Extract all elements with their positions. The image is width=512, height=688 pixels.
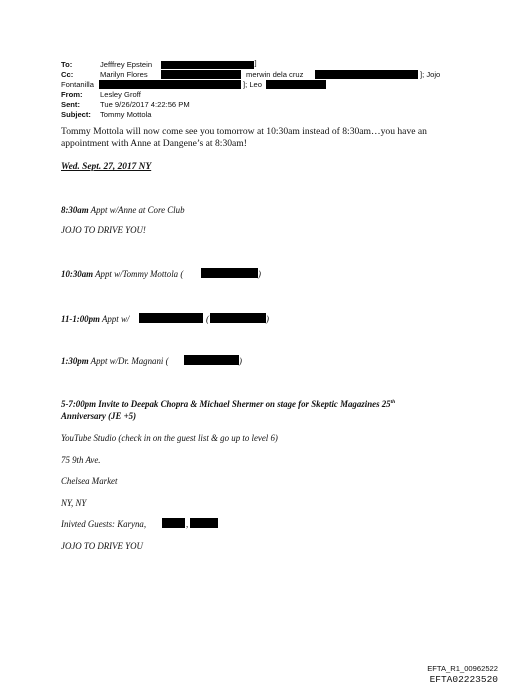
schedule-date: Wed. Sept. 27, 2017 NY (61, 162, 152, 172)
to-bracket: ] (254, 59, 257, 68)
item4-text: Appt w/Dr. Magnani ( (90, 356, 169, 366)
cc-value-1: Marilyn Flores (100, 70, 148, 79)
sent-value: Tue 9/26/2017 4:22:56 PM (100, 100, 190, 109)
item-130 (61, 356, 169, 366)
item5-line2: Anniversary (JE +5) (61, 411, 137, 421)
redaction-block (161, 70, 241, 79)
item5-address: 75 9th Ave. (61, 455, 101, 465)
to-label: To: (61, 60, 73, 69)
redaction-block (162, 518, 185, 528)
item2-text: Appt w/Tommy Mottola ( (95, 269, 184, 279)
item5-guests-comma: , (186, 519, 189, 529)
cc-value-3: ]; Jojo (420, 70, 441, 79)
redaction-block (190, 518, 218, 528)
cc-line2-b: ]; Leo (243, 80, 262, 89)
redaction-block (266, 80, 326, 89)
item5-line1: 5-7:00pm Invite to Deepak Chopra & Michael Shermer on stage for Skeptic Magazines 25 (61, 399, 391, 409)
item5-sup: th (390, 399, 396, 406)
item5-guests: Inivted Guests: Karyna, (61, 519, 147, 529)
item4-close: ) (239, 356, 242, 366)
redaction-block (201, 268, 258, 278)
sent-label: Sent: (61, 100, 80, 109)
redaction-block (315, 70, 418, 79)
redaction-block (161, 61, 254, 69)
item2-time: 10:30am (61, 269, 94, 279)
item5-note: JOJO TO DRIVE YOU (61, 541, 143, 551)
item-1030 (61, 269, 183, 279)
item-11-1 (61, 314, 129, 324)
redaction-block (184, 355, 239, 365)
item3-time: 11-1:00pm (61, 314, 100, 324)
subject-value: Tommy Mottola (100, 110, 152, 119)
cc-label: Cc: (61, 70, 74, 79)
footer-ref-2: EFTA02223520 (429, 674, 498, 685)
item5-venue: YouTube Studio (check in on the guest list & go up to level 6) (61, 433, 278, 443)
item-5-7 (61, 399, 395, 409)
redaction-block (139, 313, 203, 323)
item-830 (61, 205, 185, 215)
from-label: From: (61, 90, 83, 99)
item2-close: ) (258, 269, 261, 279)
footer-ref-1: EFTA_R1_00962522 (427, 664, 498, 673)
redaction-block (210, 313, 266, 323)
cc-line2-a: Fontanilla (61, 80, 94, 89)
item3-text: Appt w/ (102, 314, 130, 324)
item1-text: Appt w/Anne at Core Club (90, 205, 185, 215)
redaction-block (99, 80, 241, 89)
cc-value-2: merwin dela cruz (246, 70, 304, 79)
item1-time: 8:30am (61, 205, 89, 215)
from-value: Lesley Groff (100, 90, 141, 99)
item5-city: NY, NY (61, 498, 87, 508)
item4-time: 1:30pm (61, 356, 89, 366)
intro-paragraph: Tommy Mottola will now come see you tomorrow at 10:30am instead of 8:30am…you have an appointment with Anne at Dangene’s at 8:30am! (61, 126, 427, 149)
item1-note: JOJO TO DRIVE YOU! (61, 225, 146, 235)
item3-mid: ( (206, 314, 209, 324)
subject-label: Subject: (61, 110, 91, 119)
to-value: Jefffrey Epstein (100, 60, 153, 69)
item3-close: ) (266, 314, 269, 324)
item5-market: Chelsea Market (61, 476, 118, 486)
